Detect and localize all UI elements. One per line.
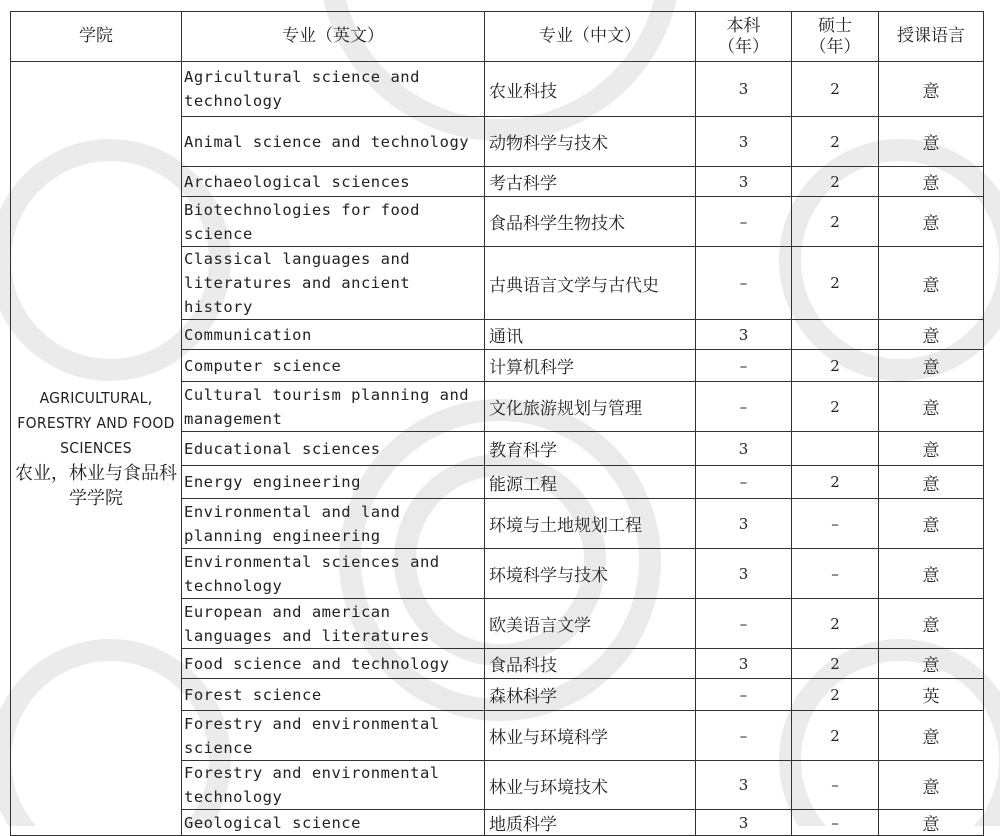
bachelor-years: 3 <box>696 167 792 197</box>
bachelor-years: 3 <box>696 117 792 167</box>
teaching-language: 意 <box>879 599 984 649</box>
header-major-zh: 专业（中文） <box>485 12 696 62</box>
bachelor-years: – <box>696 350 792 382</box>
master-years: – <box>792 761 879 810</box>
majors-table <box>10 11 984 836</box>
header-language: 授课语言 <box>879 12 984 62</box>
header-master-line1: 硕士 <box>818 15 852 36</box>
bachelor-years: 3 <box>696 549 792 599</box>
major-name-zh: 古典语言文学与古代史 <box>485 247 696 320</box>
major-name-en: Forest science <box>182 679 485 711</box>
bachelor-years: – <box>696 599 792 649</box>
master-years: 2 <box>792 649 879 679</box>
teaching-language: 英 <box>879 679 984 711</box>
header-college: 学院 <box>11 12 182 62</box>
master-years: 2 <box>792 599 879 649</box>
bachelor-years: – <box>696 382 792 432</box>
master-years: 2 <box>792 197 879 247</box>
major-name-zh: 文化旅游规划与管理 <box>485 382 696 432</box>
teaching-language: 意 <box>879 197 984 247</box>
master-years: 2 <box>792 117 879 167</box>
college-cell <box>11 62 182 836</box>
bachelor-years: 3 <box>696 649 792 679</box>
major-name-zh: 农业科技 <box>485 62 696 117</box>
teaching-language: 意 <box>879 432 984 466</box>
major-name-en: Forestry and environmental science <box>182 711 485 761</box>
teaching-language: 意 <box>879 810 984 836</box>
master-years: 2 <box>792 466 879 499</box>
major-name-en: Geological science <box>182 810 485 836</box>
teaching-language: 意 <box>879 549 984 599</box>
table-body <box>11 62 984 836</box>
major-name-zh: 地质科学 <box>485 810 696 836</box>
header-master-line2: （年） <box>809 36 861 57</box>
master-years: 2 <box>792 167 879 197</box>
master-years: – <box>792 549 879 599</box>
bachelor-years: – <box>696 711 792 761</box>
master-years <box>792 320 879 350</box>
teaching-language: 意 <box>879 711 984 761</box>
bachelor-years: 3 <box>696 761 792 810</box>
major-name-en: Energy engineering <box>182 466 485 499</box>
major-name-en: Classical languages and literatures and ancient history <box>182 247 485 320</box>
master-years <box>792 432 879 466</box>
college-name-en: AGRICULTURAL, FORESTRY AND FOOD SCIENCES <box>17 389 175 457</box>
major-name-en: Agricultural science and technology <box>182 62 485 117</box>
teaching-language: 意 <box>879 167 984 197</box>
major-name-zh: 林业与环境科学 <box>485 711 696 761</box>
bachelor-years: 3 <box>696 499 792 549</box>
teaching-language: 意 <box>879 761 984 810</box>
master-years: 2 <box>792 247 879 320</box>
bachelor-years: 3 <box>696 432 792 466</box>
major-name-zh: 森林科学 <box>485 679 696 711</box>
major-name-zh: 计算机科学 <box>485 350 696 382</box>
bachelor-years: – <box>696 679 792 711</box>
major-name-en: Communication <box>182 320 485 350</box>
teaching-language: 意 <box>879 247 984 320</box>
major-name-zh: 食品科技 <box>485 649 696 679</box>
master-years: 2 <box>792 350 879 382</box>
major-name-en: Animal science and technology <box>182 117 485 167</box>
teaching-language: 意 <box>879 466 984 499</box>
major-name-en: Educational sciences <box>182 432 485 466</box>
teaching-language: 意 <box>879 499 984 549</box>
teaching-language: 意 <box>879 320 984 350</box>
major-name-en: Environmental sciences and technology <box>182 549 485 599</box>
major-name-zh: 食品科学生物技术 <box>485 197 696 247</box>
master-years: 2 <box>792 62 879 117</box>
master-years: – <box>792 499 879 549</box>
bachelor-years: – <box>696 197 792 247</box>
master-years: 2 <box>792 382 879 432</box>
bachelor-years: 3 <box>696 320 792 350</box>
header-master <box>792 12 879 62</box>
major-name-en: Food science and technology <box>182 649 485 679</box>
major-name-zh: 欧美语言文学 <box>485 599 696 649</box>
major-name-en: Forestry and environmental technology <box>182 761 485 810</box>
major-name-zh: 环境与土地规划工程 <box>485 499 696 549</box>
major-name-en: Computer science <box>182 350 485 382</box>
bachelor-years: 3 <box>696 810 792 836</box>
major-name-en: Cultural tourism planning and management <box>182 382 485 432</box>
master-years: 2 <box>792 711 879 761</box>
major-name-en: Biotechnologies for food science <box>182 197 485 247</box>
major-name-zh: 能源工程 <box>485 466 696 499</box>
major-name-en: Archaeological sciences <box>182 167 485 197</box>
teaching-language: 意 <box>879 382 984 432</box>
major-name-zh: 林业与环境技术 <box>485 761 696 810</box>
teaching-language: 意 <box>879 350 984 382</box>
major-name-zh: 考古科学 <box>485 167 696 197</box>
header-major-en: 专业（英文） <box>182 12 485 62</box>
major-name-zh: 环境科学与技术 <box>485 549 696 599</box>
bachelor-years: 3 <box>696 62 792 117</box>
teaching-language: 意 <box>879 649 984 679</box>
header-bachelor <box>696 12 792 62</box>
bachelor-years: – <box>696 466 792 499</box>
bachelor-years: – <box>696 247 792 320</box>
header-bachelor-line2: （年） <box>718 36 769 57</box>
master-years: – <box>792 810 879 836</box>
teaching-language: 意 <box>879 117 984 167</box>
teaching-language: 意 <box>879 62 984 117</box>
master-years: 2 <box>792 679 879 711</box>
major-name-zh: 动物科学与技术 <box>485 117 696 167</box>
college-name-zh: 农业，林业与食品科学学院 <box>15 463 177 509</box>
header-bachelor-line1: 本科 <box>726 15 761 36</box>
header-row <box>11 12 984 62</box>
major-name-zh: 通讯 <box>485 320 696 350</box>
major-name-en: Environmental and land planning engineering <box>182 499 485 549</box>
major-name-zh: 教育科学 <box>485 432 696 466</box>
table-row <box>11 62 984 117</box>
major-name-en: European and american languages and literatures <box>182 599 485 649</box>
